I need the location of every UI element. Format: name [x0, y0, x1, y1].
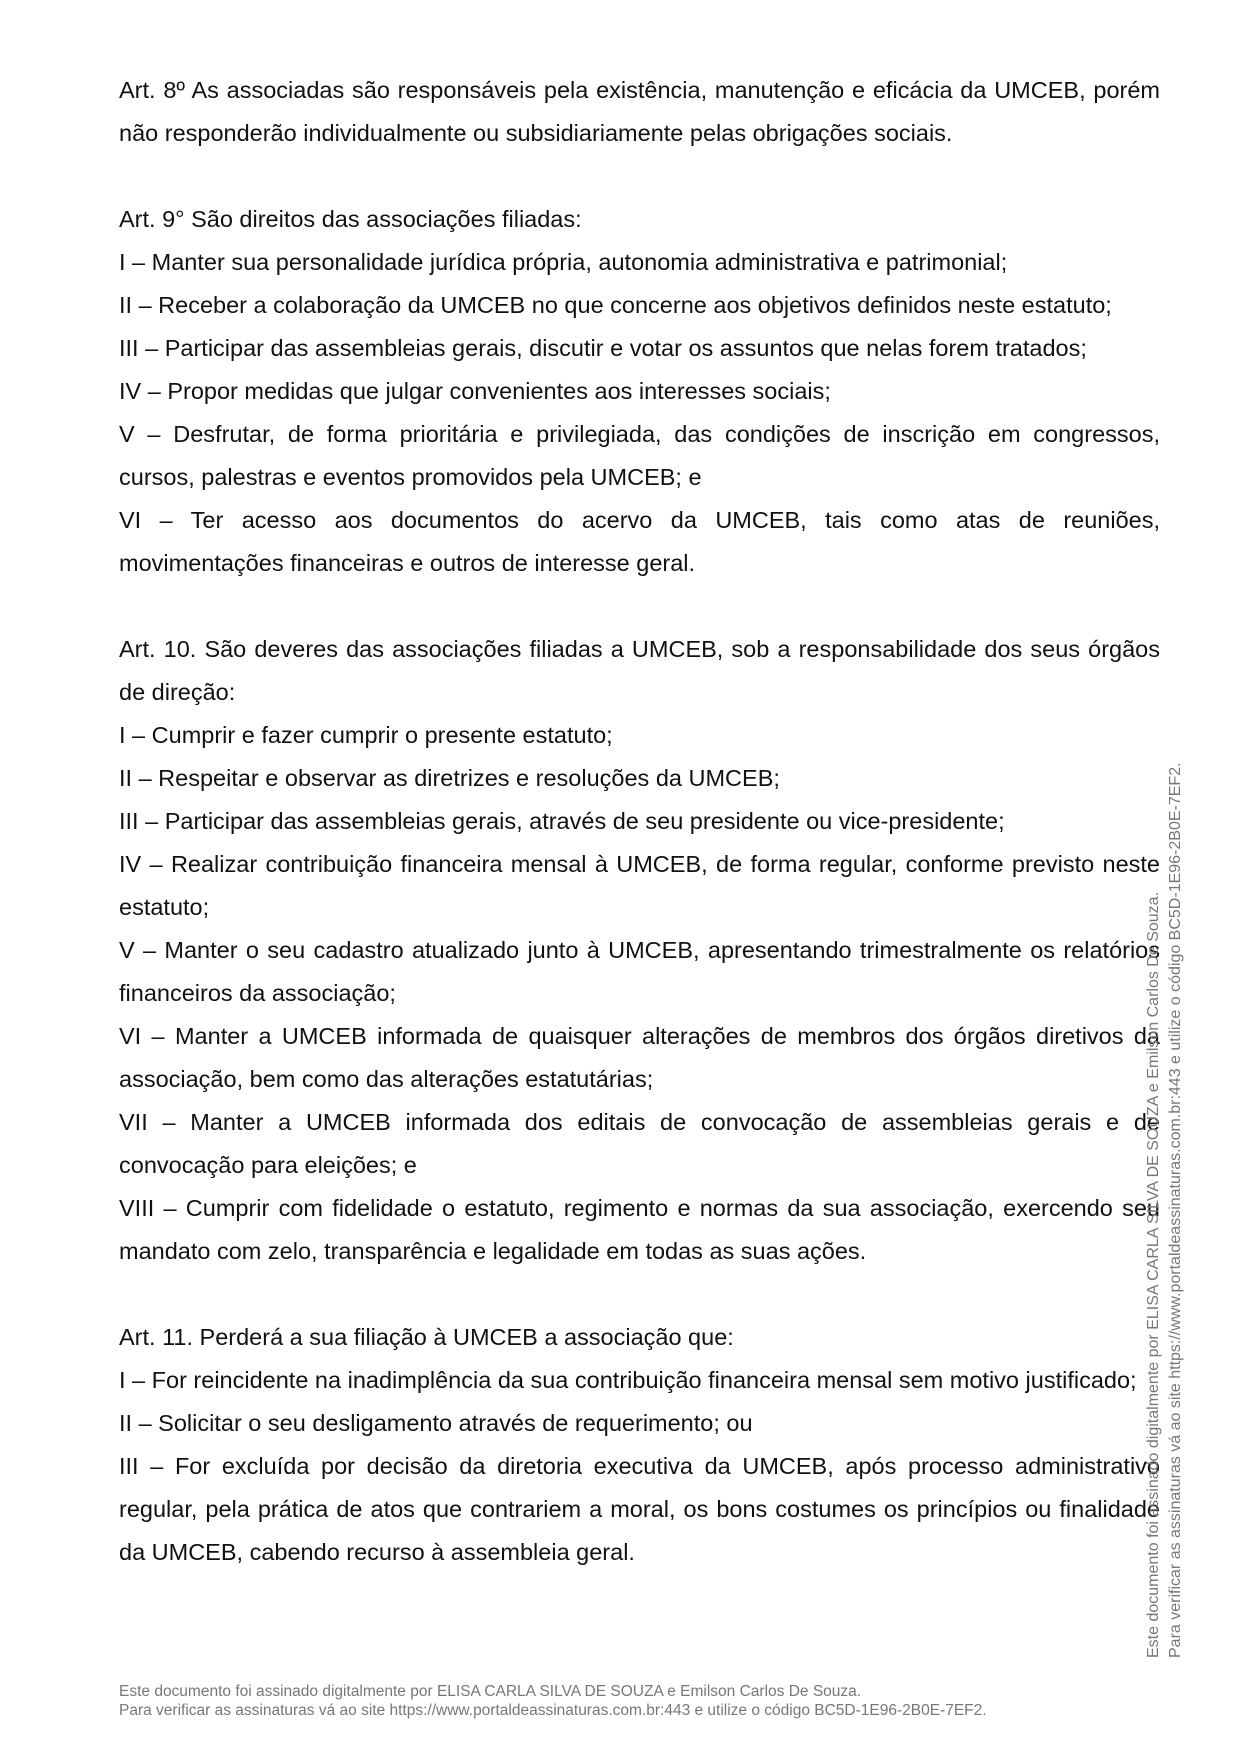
article-9-item-2: II – Receber a colaboração da UMCEB no que concerne aos objetivos definidos neste estatuto; [119, 292, 1112, 318]
article-8 [119, 69, 1160, 155]
article-10-item-7: VII – Manter a UMCEB informada dos editais de convocação de assembleias gerais e de convocação para eleições; e [119, 1109, 1160, 1178]
paragraph-gap [119, 1273, 1160, 1316]
article-10-item-8: VIII – Cumprir com fidelidade o estatuto, regimento e normas da sua associação, exercendo seu mandato com zelo, transparência e legalidade em todas as suas ações. [119, 1195, 1160, 1264]
article-9-item-3: III – Participar das assembleias gerais, discutir e votar os assuntos que nelas forem tratados; [119, 335, 1087, 361]
article-10-item-2: II – Respeitar e observar as diretrizes e resoluções da UMCEB; [119, 765, 780, 791]
article-10-item-5: V – Manter o seu cadastro atualizado junto à UMCEB, apresentando trimestralmente os relatórios financeiros da associação; [119, 937, 1160, 1006]
article-9-item-5: V – Desfrutar, de forma prioritária e privilegiada, das condições de inscrição em congressos, cursos, palestras e eventos promovidos pela UMCEB; e [119, 421, 1160, 490]
signature-footer [119, 1682, 987, 1720]
article-9 [119, 198, 1160, 585]
article-10-item-4: IV – Realizar contribuição financeira mensal à UMCEB, de forma regular, conforme previsto neste estatuto; [119, 851, 1160, 920]
article-10-item-1: I – Cumprir e fazer cumprir o presente estatuto; [119, 722, 613, 748]
signature-side-stamp [1143, 762, 1187, 1658]
article-8-text: Art. 8º As associadas são responsáveis pela existência, manutenção e eficácia da UMCEB, porém não responderão individualmente ou subsidiariamente pelas obrigações sociais. [119, 77, 1160, 146]
article-11 [119, 1316, 1160, 1574]
article-10-item-3: III – Participar das assembleias gerais, através de seu presidente ou vice-presidente; [119, 808, 1005, 834]
side-stamp-line-1: Este documento foi assinado digitalmente por ELISA CARLA SILVA DE SOUZA e Emilson Carlos De Souza. [1145, 891, 1162, 1658]
article-11-item-2: II – Solicitar o seu desligamento através de requerimento; ou [119, 1410, 753, 1436]
paragraph-gap [119, 585, 1160, 628]
article-9-item-1: I – Manter sua personalidade jurídica própria, autonomia administrativa e patrimonial; [119, 249, 1008, 275]
side-stamp-line-2: Para verificar as assinaturas vá ao site https://www.portaldeassinaturas.com.br:443 e utilize o código BC5D-1E96-2B0E-7EF2. [1167, 762, 1184, 1658]
signature-line-1: Este documento foi assinado digitalmente por ELISA CARLA SILVA DE SOUZA e Emilson Carlos De Souza. [119, 1683, 862, 1700]
article-11-heading: Art. 11. Perderá a sua filiação à UMCEB a associação que: [119, 1324, 734, 1350]
signature-line-2: Para verificar as assinaturas vá ao site https://www.portaldeassinaturas.com.br:443 e utilize o código BC5D-1E96-2B0E-7EF2. [119, 1702, 987, 1719]
article-9-item-4: IV – Propor medidas que julgar convenientes aos interesses sociais; [119, 378, 831, 404]
article-10-item-6: VI – Manter a UMCEB informada de quaisquer alterações de membros dos órgãos diretivos da associação, bem como das alterações estatutárias; [119, 1023, 1160, 1092]
document-body [119, 69, 1160, 1574]
article-11-item-1: I – For reincidente na inadimplência da sua contribuição financeira mensal sem motivo justificado; [119, 1367, 1137, 1393]
article-9-heading: Art. 9° São direitos das associações filiadas: [119, 206, 582, 232]
article-9-item-6: VI – Ter acesso aos documentos do acervo da UMCEB, tais como atas de reuniões, movimentações financeiras e outros de interesse geral. [119, 507, 1160, 576]
article-10-heading: Art. 10. São deveres das associações filiadas a UMCEB, sob a responsabilidade dos seus órgãos de direção: [119, 636, 1160, 705]
paragraph-gap [119, 155, 1160, 198]
article-10 [119, 628, 1160, 1273]
article-11-item-3: III – For excluída por decisão da diretoria executiva da UMCEB, após processo administrativo regular, pela prática de atos que contrariem a moral, os bons costumes os princípios ou finalidade da UMCEB, cabendo recurso à assembleia geral. [119, 1453, 1160, 1565]
